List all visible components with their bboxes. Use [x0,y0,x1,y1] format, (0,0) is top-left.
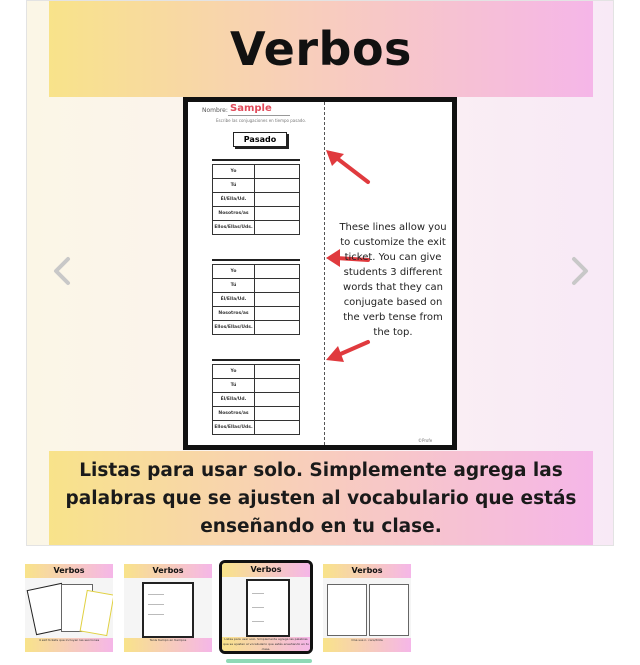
thumbnail-caption: Listas para usar solo. Simplemente agrega las palabras que se ajusten al vocabulario que estás enseñando en tu clase. [223,637,309,651]
previous-slide-button[interactable] [48,257,76,285]
pronoun-cell: Él/Ella/Ud. [213,293,255,307]
table-row [213,165,300,179]
thumbnail-4[interactable] [323,564,411,652]
thumbnail-caption: Tenis tiempo en tiempos [124,638,212,652]
pronoun-cell: Tú [213,279,255,293]
table-row [213,193,300,207]
thumbnail-1[interactable] [25,564,113,652]
table-row [213,207,300,221]
sample-stamp: Sample [230,103,272,114]
table-row [213,365,300,379]
table-row [213,407,300,421]
thumbnail-title: Verbos [222,563,310,577]
thumbnail-title: Verbos [25,564,113,578]
name-line [228,115,290,116]
active-thumbnail-indicator [226,659,312,663]
verb-blank-line [212,359,300,361]
table-row [213,393,300,407]
red-arrow-icon [324,146,374,188]
thumbnail-title: Verbos [124,564,212,578]
chevron-right-icon [570,256,590,286]
next-slide-button[interactable] [566,257,594,285]
conjugation-table [212,264,300,335]
tense-label: Pasado [233,132,287,147]
conjugation-table [212,364,300,435]
worksheet-page [183,97,457,450]
customization-note: These lines allow you to customize the exit ticket. You can give students 3 different words that they can conjugate based on the verb tense from the top. [339,222,447,338]
pronoun-cell: Ellos/Ellas/Uds. [213,321,255,335]
table-row [213,293,300,307]
table-row [213,221,300,235]
pronoun-cell: Yo [213,165,255,179]
thumbnail-2[interactable] [124,564,212,652]
table-row [213,179,300,193]
thumbnail-3-active[interactable] [219,560,313,654]
table-row [213,421,300,435]
conjugation-table [212,164,300,235]
verb-blank-line [212,259,300,261]
table-row [213,307,300,321]
pronoun-cell: Ellos/Ellas/Uds. [213,221,255,235]
table-row [213,321,300,335]
nombre-label: Nombre: [202,107,228,114]
thumbnail-title: Verbos [323,564,411,578]
pronoun-cell: Yo [213,265,255,279]
table-row [213,265,300,279]
slide-caption: Listas para usar solo. Simplemente agrega las palabras que se ajusten al vocabulario que estás enseñando en tu clase. [65,460,577,537]
table-row [213,279,300,293]
pronoun-cell: Nosotros/as [213,207,255,221]
caption-band [49,451,593,546]
pronoun-cell: Tú [213,179,255,193]
thumbnail-caption: Ona sus n. cara/tinta [323,638,411,652]
thumbnail-strip [25,564,625,654]
chevron-left-icon [52,256,72,286]
title-band [49,1,593,97]
copyright-mark: ©Profe [418,438,433,443]
thumbnail-caption: 4 exit tickets que incluyen las secciones [25,638,113,652]
preview-viewer [26,0,614,546]
verb-blank-line [212,159,300,161]
pronoun-cell: Yo [213,365,255,379]
pronoun-cell: Tú [213,379,255,393]
pronoun-cell: Nosotros/as [213,307,255,321]
pronoun-cell: Él/Ella/Ud. [213,393,255,407]
table-row [213,379,300,393]
pronoun-cell: Nosotros/as [213,407,255,421]
pronoun-cell: Ellos/Ellas/Uds. [213,421,255,435]
slide-title: Verbos [230,22,412,76]
pronoun-cell: Él/Ella/Ud. [213,193,255,207]
worksheet-instructions: Escribe las conjugaciones en tiempo pasado. [216,118,306,123]
